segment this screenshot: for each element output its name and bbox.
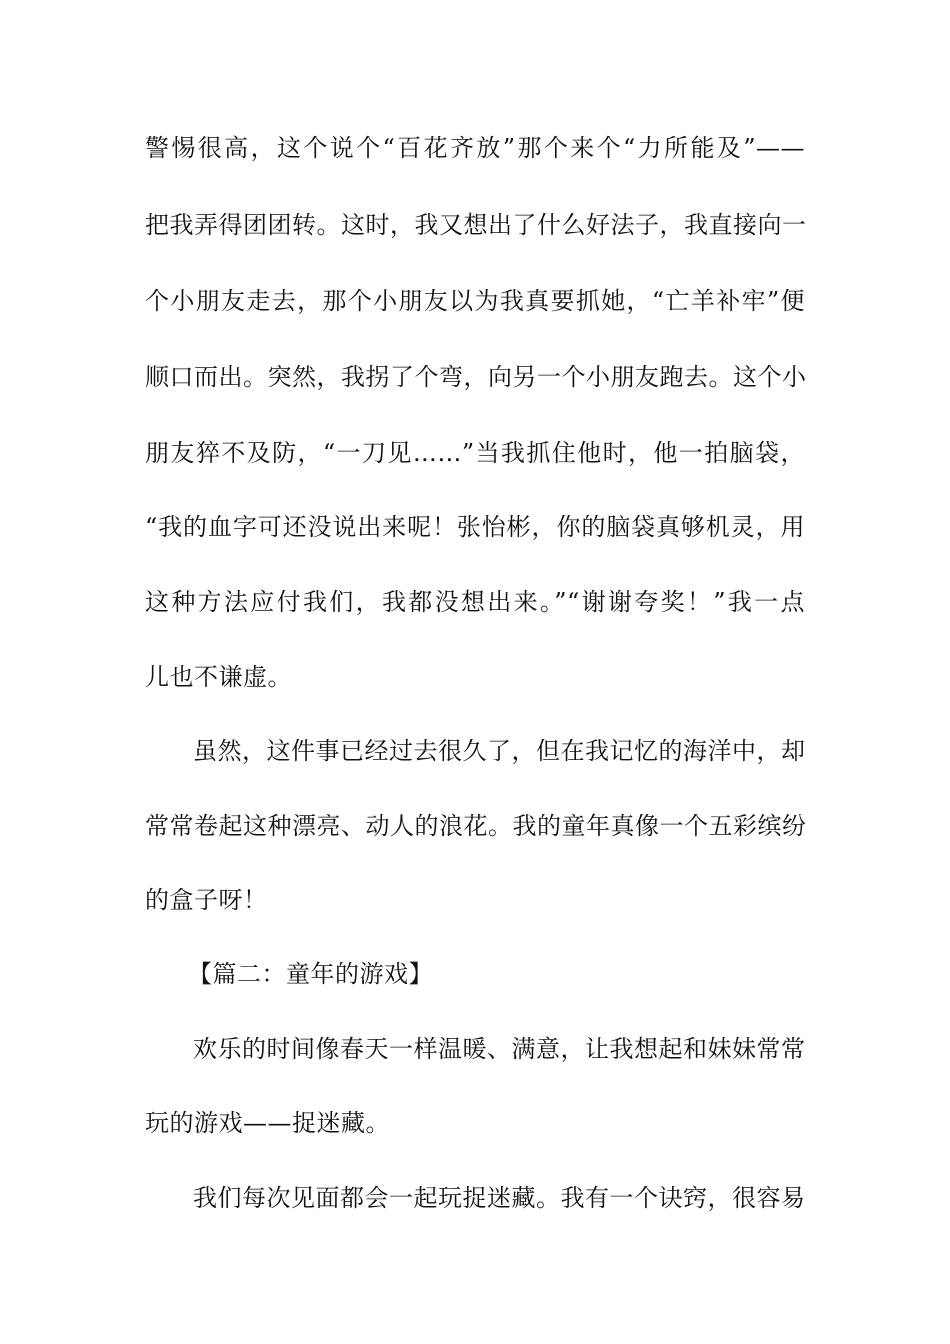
text-line: 玩的游戏——捉迷藏。	[145, 1109, 390, 1137]
text-line: 儿也不谦虚。	[145, 663, 292, 691]
text-line: 常常卷起这种漂亮、动人的浪花。我的童年真像一个五彩缤纷	[145, 812, 807, 840]
paragraph-first-line: 我们每次见面都会一起玩捉迷藏。我有一个诀窍，很容易	[193, 1184, 806, 1212]
text-line: 这种方法应付我们，我都没想出来。”“谢谢夸奖！”我一点	[145, 588, 805, 616]
section-heading: 【篇二：童年的游戏】	[188, 960, 433, 988]
text-line: “我的血字可还没说出来呢！张怡彬，你的脑袋真够机灵，用	[145, 513, 805, 541]
paragraph-first-line: 欢乐的时间像春天一样温暖、满意，让我想起和妹妹常常	[193, 1035, 806, 1063]
text-line: 顺口而出。突然，我拐了个弯，向另一个小朋友跑去。这个小	[145, 363, 807, 391]
text-line: 的盒子呀！	[145, 886, 268, 914]
text-line: 朋友猝不及防，“一刀见……”当我抓住他时，他一拍脑袋，	[145, 439, 805, 467]
text-line: 把我弄得团团转。这时，我又想出了什么好法子，我直接向一	[145, 211, 807, 239]
text-line: 个小朋友走去，那个小朋友以为我真要抓她，“亡羊补牢”便	[145, 287, 805, 315]
paragraph-first-line: 虽然，这件事已经过去很久了，但在我记忆的海洋中，却	[193, 737, 806, 765]
text-line: 警惕很高，这个说个“百花齐放”那个来个“力所能及”——	[145, 134, 805, 162]
